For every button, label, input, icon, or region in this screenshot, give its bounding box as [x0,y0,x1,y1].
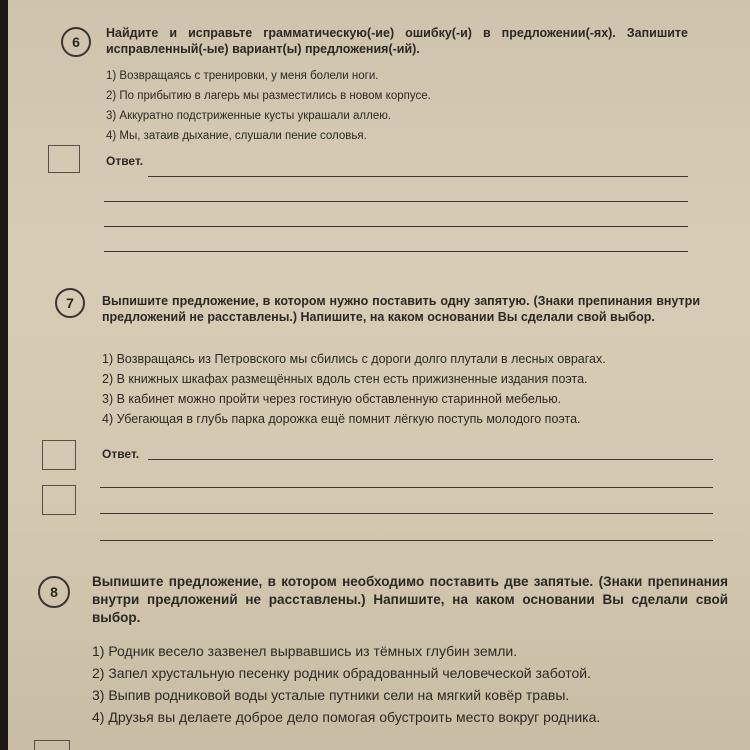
option-item: 3) Выпив родниковой воды усталые путники сели на мягкий ковёр травы. [92,687,570,703]
option-list [102,349,722,429]
option-item: 4) Мы, затаив дыхание, слушали пение соловья. [106,130,367,142]
answer-line[interactable] [100,540,713,541]
option-item: 4) Друзья вы делаете доброе дело помогая обустроить место вокруг родника. [92,709,601,725]
option-item: 2) По прибытию в лагерь мы разместились в новом корпусе. [106,90,431,102]
answer-score-box[interactable] [48,145,80,173]
answer-line[interactable] [104,226,688,227]
option-item: 3) Аккуратно подстриженные кусты украшали аллею. [106,110,392,122]
task-number-badge: 6 [61,27,91,57]
task-number-badge: 7 [55,288,85,318]
answer-line[interactable] [148,176,688,177]
option-item: 1) Родник весело зазвенел вырвавшись из тёмных глубин земли. [92,643,518,659]
task-number-badge: 8 [38,576,70,608]
answer-label: Ответ. [102,447,140,461]
answer-line[interactable] [100,487,713,488]
option-item: 1) Возвращаясь с тренировки, у меня болели ноги. [106,70,379,82]
answer-line[interactable] [100,513,713,514]
option-item: 4) Убегающая в глубь парка дорожка ещё помнит лёгкую поступь молодого поэта. [102,412,581,426]
option-item: 2) Запел хрустальную песенку родник обрадованный человеческой заботой. [92,665,591,681]
task-instruction: Выпишите предложение, в котором нужно поставить одну запятую. (Знаки препинания внутри предложений не расставлены.) Напишите, на каком основании Вы сделали свой выбор. [102,294,700,324]
option-item: 2) В книжных шкафах размещённых вдоль стен есть прижизненные издания поэта. [102,372,588,386]
answer-score-box[interactable] [34,740,70,750]
option-item: 3) В кабинет можно пройти через гостиную обставленную старинной мебелью. [102,392,562,406]
answer-label: Ответ. [106,154,144,168]
task-instruction: Выпишите предложение, в котором необходимо поставить две запятые. (Знаки препинания внутри предложений не расставлены.) Напишите, на каком основании Вы сделали свой выбор. [92,574,728,625]
option-list [92,640,732,728]
option-item: 1) Возвращаясь из Петровского мы сбились с дороги долго плутали в лесных оврагах. [102,352,606,366]
worksheet-page [8,0,750,750]
task-instruction: Найдите и исправьте грамматическую(-ие) ошибку(-и) в предложении(-ях). Запишите исправленный(-ые) вариант(ы) предложения(-ий). [106,26,688,56]
answer-line[interactable] [148,459,713,460]
answer-line[interactable] [104,251,688,252]
answer-score-box[interactable] [42,485,76,515]
option-list [106,66,706,146]
answer-score-box[interactable] [42,440,76,470]
answer-line[interactable] [104,201,688,202]
